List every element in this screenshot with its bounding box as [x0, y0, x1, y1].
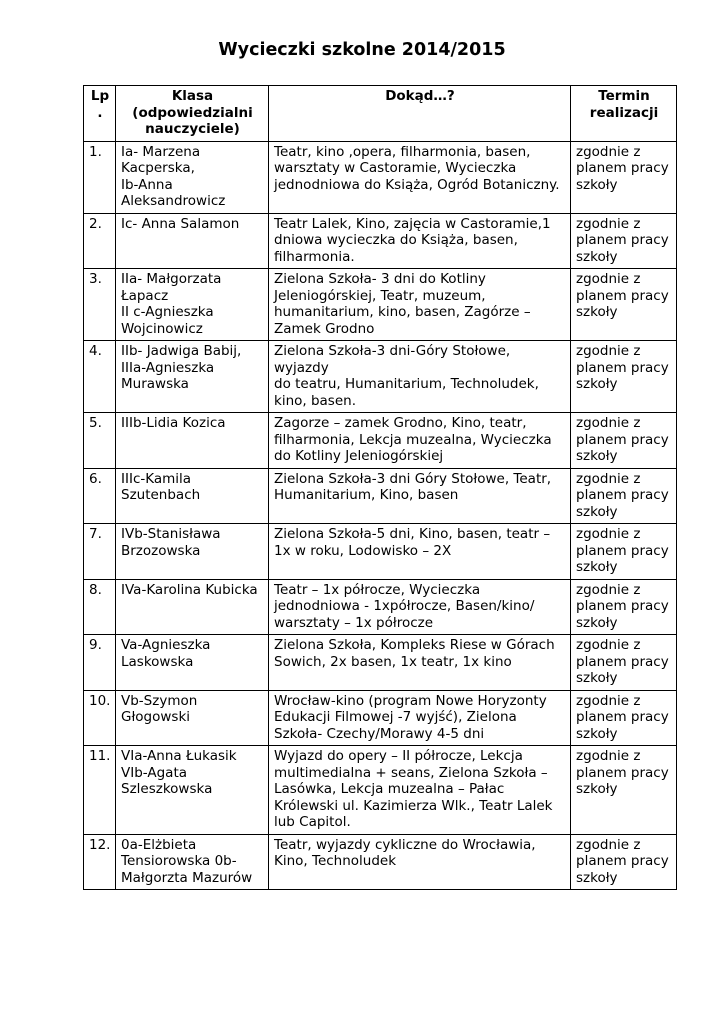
cell-lp: 5.: [84, 413, 116, 469]
cell-termin: zgodnie z planem pracy szkoły: [571, 141, 677, 213]
cell-termin: zgodnie z planem pracy szkoły: [571, 269, 677, 341]
header-klasa: Klasa (odpowiedzialni nauczyciele): [116, 86, 269, 142]
cell-lp: 6.: [84, 468, 116, 524]
header-lp: Lp.: [84, 86, 116, 142]
trips-table: [83, 85, 677, 890]
cell-klasa: IIIc-Kamila Szutenbach: [116, 468, 269, 524]
cell-klasa: IIIb-Lidia Kozica: [116, 413, 269, 469]
document-title: Wycieczki szkolne 2014/2015: [218, 40, 506, 60]
table-row: [84, 746, 677, 835]
cell-dokad: Wrocław-kino (program Nowe Horyzonty Edukacji Filmowej -7 wyjść), Zielona Szkoła- Czechy/Morawy 4-5 dni: [269, 690, 571, 746]
cell-termin: zgodnie z planem pracy szkoły: [571, 413, 677, 469]
cell-dokad: Zielona Szkoła-3 dni Góry Stołowe, Teatr, Humanitarium, Kino, basen: [269, 468, 571, 524]
table-row: [84, 834, 677, 890]
cell-dokad: Zielona Szkoła-3 dni-Góry Stołowe, wyjazdy do teatru, Humanitarium, Technoludek, kino, basen.: [269, 341, 571, 413]
cell-lp: 12.: [84, 834, 116, 890]
table-row: [84, 579, 677, 635]
cell-klasa: VIa-Anna Łukasik VIb-Agata Szleszkowska: [116, 746, 269, 835]
cell-klasa: Va-Agnieszka Laskowska: [116, 635, 269, 691]
cell-lp: 9.: [84, 635, 116, 691]
cell-dokad: Teatr, wyjazdy cykliczne do Wrocławia, Kino, Technoludek: [269, 834, 571, 890]
table-row: [84, 413, 677, 469]
table-row: [84, 468, 677, 524]
table-row: [84, 635, 677, 691]
cell-lp: 2.: [84, 213, 116, 269]
header-dokad: Dokąd…?: [269, 86, 571, 142]
cell-termin: zgodnie z planem pracy szkoły: [571, 524, 677, 580]
cell-termin: zgodnie z planem pracy szkoły: [571, 579, 677, 635]
cell-termin: zgodnie z planem pracy szkoły: [571, 213, 677, 269]
cell-termin: zgodnie z planem pracy szkoły: [571, 690, 677, 746]
cell-termin: zgodnie z planem pracy szkoły: [571, 834, 677, 890]
cell-klasa: Ic- Anna Salamon: [116, 213, 269, 269]
cell-lp: 10.: [84, 690, 116, 746]
cell-lp: 3.: [84, 269, 116, 341]
cell-lp: 1.: [84, 141, 116, 213]
cell-lp: 11.: [84, 746, 116, 835]
cell-termin: zgodnie z planem pracy szkoły: [571, 746, 677, 835]
cell-dokad: Teatr, kino ,opera, filharmonia, basen, warsztaty w Castoramie, Wycieczka jednodniowa do Książa, Ogród Botaniczny.: [269, 141, 571, 213]
table-row: [84, 341, 677, 413]
cell-klasa: IIb- Jadwiga Babij, IIIa-Agnieszka Murawska: [116, 341, 269, 413]
table-row: [84, 269, 677, 341]
cell-klasa: 0a-Elżbieta Tensiorowska 0b- Małgorzta Mazurów: [116, 834, 269, 890]
cell-klasa: Ia- Marzena Kacperska, Ib-Anna Aleksandrowicz: [116, 141, 269, 213]
cell-termin: zgodnie z planem pracy szkoły: [571, 468, 677, 524]
cell-dokad: Wyjazd do opery – II półrocze, Lekcja multimedialna + seans, Zielona Szkoła – Lasówka, Lekcja muzealna – Pałac Królewski ul. Kazimierza Wlk., Teatr Lalek lub Capitol.: [269, 746, 571, 835]
cell-dokad: Zielona Szkoła, Kompleks Riese w Górach Sowich, 2x basen, 1x teatr, 1x kino: [269, 635, 571, 691]
cell-lp: 7.: [84, 524, 116, 580]
cell-klasa: IVb-Stanisława Brzozowska: [116, 524, 269, 580]
cell-dokad: Zielona Szkoła- 3 dni do Kotliny Jeleniogórskiej, Teatr, muzeum, humanitarium, kino, basen, Zagórze – Zamek Grodno: [269, 269, 571, 341]
cell-klasa: Vb-Szymon Głogowski: [116, 690, 269, 746]
cell-termin: zgodnie z planem pracy szkoły: [571, 341, 677, 413]
cell-klasa: IIa- Małgorzata Łapacz II c-Agnieszka Wojcinowicz: [116, 269, 269, 341]
cell-dokad: Zagorze – zamek Grodno, Kino, teatr, filharmonia, Lekcja muzealna, Wycieczka do Kotliny Jeleniogórskiej: [269, 413, 571, 469]
cell-dokad: Teatr Lalek, Kino, zajęcia w Castoramie,1 dniowa wycieczka do Książa, basen, filharmonia.: [269, 213, 571, 269]
table-header-row: [84, 86, 677, 142]
table-row: [84, 690, 677, 746]
cell-dokad: Zielona Szkoła-5 dni, Kino, basen, teatr – 1x w roku, Lodowisko – 2X: [269, 524, 571, 580]
cell-klasa: IVa-Karolina Kubicka: [116, 579, 269, 635]
cell-lp: 8.: [84, 579, 116, 635]
cell-lp: 4.: [84, 341, 116, 413]
cell-dokad: Teatr – 1x półrocze, Wycieczka jednodniowa - 1xpółrocze, Basen/kino/ warsztaty – 1x półrocze: [269, 579, 571, 635]
table-row: [84, 213, 677, 269]
table-row: [84, 141, 677, 213]
table-row: [84, 524, 677, 580]
header-termin: Termin realizacji: [571, 86, 677, 142]
cell-termin: zgodnie z planem pracy szkoły: [571, 635, 677, 691]
